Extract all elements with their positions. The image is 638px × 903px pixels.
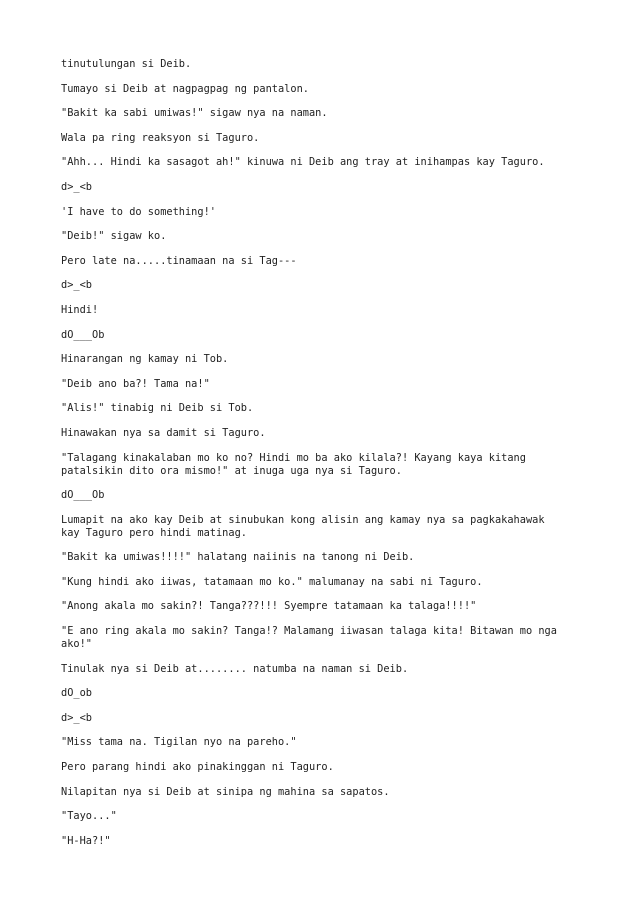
- paragraph: Pero parang hindi ako pinakinggan ni Taguro.: [61, 761, 334, 774]
- paragraph: dO_ob: [61, 687, 92, 700]
- paragraph: "Tayo...": [61, 810, 117, 823]
- paragraph: "Bakit ka sabi umiwas!" sigaw nya na naman.: [61, 107, 328, 120]
- paragraph: Lumapit na ako kay Deib at sinubukan kong alisin ang kamay nya sa pagkakahawak kay Taguro pero hindi matinag.: [61, 513, 545, 539]
- paragraph: "E ano ring akala mo sakin? Tanga!? Malamang iiwasan talaga kita! Bitawan mo nga ako!": [61, 625, 557, 651]
- paragraph: Nilapitan nya si Deib at sinipa ng mahina sa sapatos.: [61, 785, 390, 798]
- paragraph: Tumayo si Deib at nagpagpag ng pantalon.: [61, 82, 309, 95]
- paragraph: "Talagang kinakalaban mo ko no? Hindi mo ba ako kilala?! Kayang kaya kitang patalsikin dito ora mismo!" at inuga uga nya si Taguro.: [61, 451, 526, 477]
- paragraph: d>_<b: [61, 279, 92, 292]
- paragraph: "Miss tama na. Tigilan nyo na pareho.": [61, 736, 297, 749]
- paragraph: "Deib ano ba?! Tama na!": [61, 377, 210, 390]
- paragraph: "Ahh... Hindi ka sasagot ah!" kinuwa ni Deib ang tray at inihampas kay Taguro.: [61, 156, 545, 169]
- paragraph: "H-Ha?!": [61, 834, 111, 847]
- paragraph: "Bakit ka umiwas!!!!" halatang naiinis na tanong ni Deib.: [61, 551, 415, 564]
- paragraph: Tinulak nya si Deib at........ natumba na naman si Deib.: [61, 662, 409, 675]
- paragraph: d>_<b: [61, 711, 92, 724]
- paragraph: Hindi!: [61, 303, 99, 316]
- paragraph: "Deib!" sigaw ko.: [61, 230, 167, 243]
- paragraph: "Anong akala mo sakin?! Tanga???!!! Syempre tatamaan ka talaga!!!!": [61, 600, 477, 613]
- paragraph: dO___Ob: [61, 328, 105, 341]
- paragraph: d>_<b: [61, 180, 92, 193]
- paragraph: Pero late na.....tinamaan na si Tag---: [61, 254, 297, 267]
- story-text: [61, 58, 591, 859]
- paragraph: Hinarangan ng kamay ni Tob.: [61, 353, 229, 366]
- paragraph: "Kung hindi ako iiwas, tatamaan mo ko." malumanay na sabi ni Taguro.: [61, 575, 483, 588]
- paragraph: 'I have to do something!': [61, 205, 216, 218]
- paragraph: tinutulungan si Deib.: [61, 58, 192, 70]
- paragraph: Wala pa ring reaksyon si Taguro.: [61, 131, 260, 144]
- paragraph: Hinawakan nya sa damit si Taguro.: [61, 426, 266, 439]
- paragraph: "Alis!" tinabig ni Deib si Tob.: [61, 402, 254, 415]
- paragraph: dO___Ob: [61, 489, 105, 502]
